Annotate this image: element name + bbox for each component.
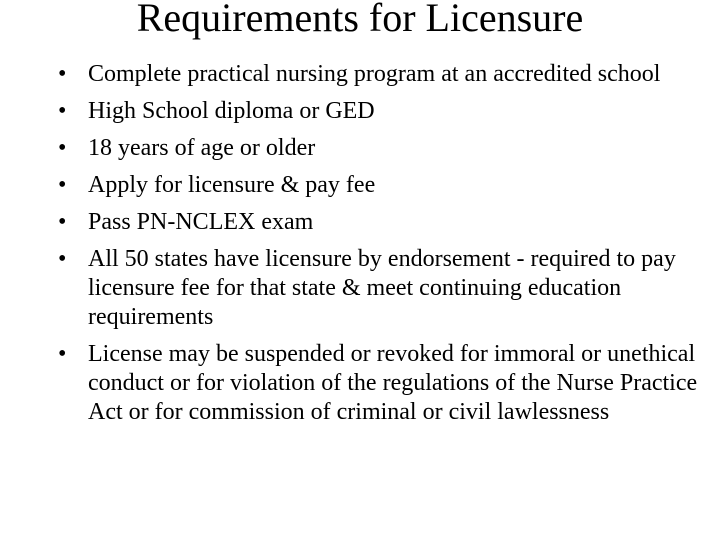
list-item-text: High School diploma or GED [88, 98, 375, 124]
bullet-list [58, 60, 698, 435]
list-item [58, 208, 698, 237]
list-item-text: Complete practical nursing program at an accredited school [88, 61, 661, 87]
bullet-icon: • [58, 246, 67, 272]
bullet-icon: • [58, 341, 67, 367]
list-item [58, 97, 698, 126]
list-item-text: Apply for licensure & pay fee [88, 172, 376, 198]
list-item [58, 60, 698, 89]
list-item-text: 18 years of age or older [88, 135, 316, 161]
bullet-icon: • [58, 172, 67, 198]
list-item-text: License may be suspended or revoked for immoral or unethical conduct or for violation of the regulations of the Nurse Practice Act or for commission of criminal or civil lawlessness [88, 341, 698, 425]
list-item-text: All 50 states have licensure by endorsement - required to pay licensure fee for that state & meet continuing education requirements [88, 246, 676, 330]
list-item [58, 134, 698, 163]
list-item-text: Pass PN-NCLEX exam [88, 209, 314, 235]
bullet-icon: • [58, 98, 67, 124]
list-item [58, 340, 698, 427]
bullet-icon: • [58, 61, 67, 87]
bullet-icon: • [58, 135, 67, 161]
slide-title: Requirements for Licensure [136, 0, 584, 40]
bullet-icon: • [58, 209, 67, 235]
list-item [58, 171, 698, 200]
list-item [58, 245, 698, 332]
